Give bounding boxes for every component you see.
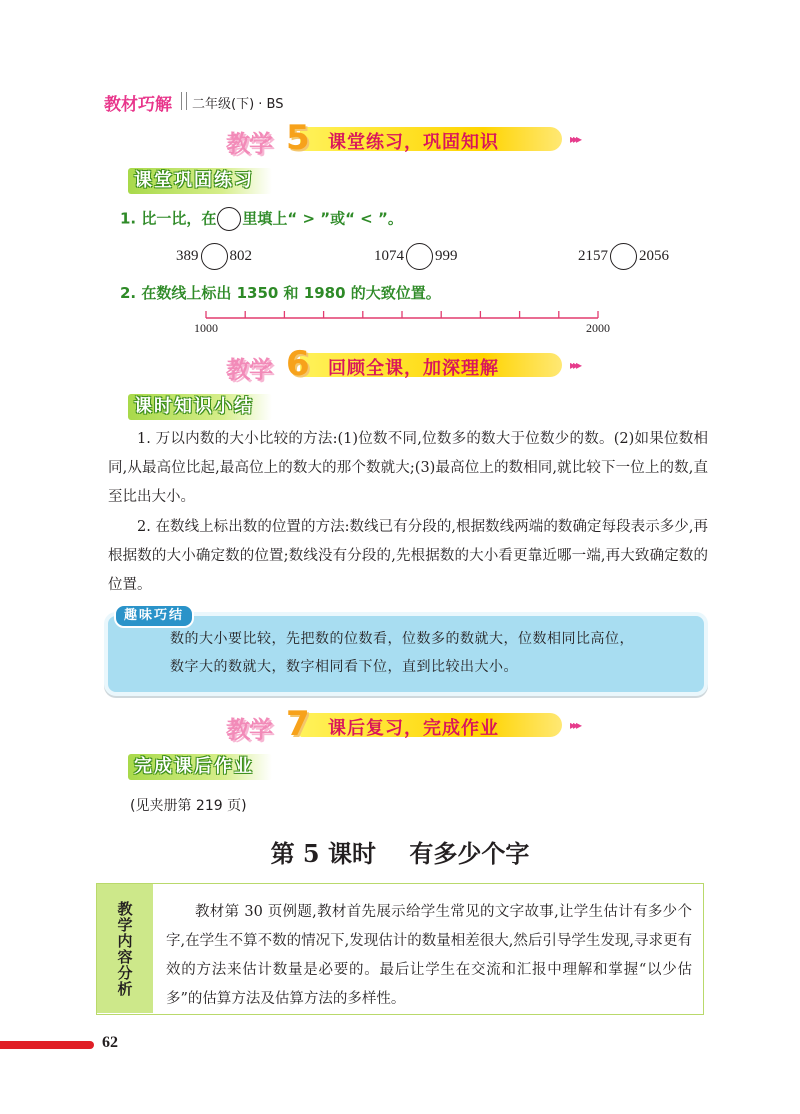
- step-label: 教学: [226, 356, 272, 384]
- exercise-1-prompt: [120, 207, 403, 231]
- analysis-label-cell: [97, 884, 153, 1013]
- step-number: 6: [286, 344, 310, 384]
- section-practice-label: 课堂巩固练习: [128, 168, 272, 194]
- number-line: [194, 304, 610, 338]
- tip-line-2: 数字大的数就大，数字相同看下位，直到比较出大小。: [170, 659, 518, 675]
- answer-circle[interactable]: [406, 243, 433, 270]
- compare-item-2: [374, 243, 458, 270]
- step-6-banner: [224, 346, 590, 382]
- book-brand: 教材巧解: [104, 95, 172, 115]
- compare-right: 802: [229, 248, 252, 264]
- analysis-text: 教材第 30 页例题,教材首先展示给学生常见的文字故事,让学生估计有多少个字,在学生不算不数的情况下,发现估计的数量相差很大,然后引导学生发现,寻求更有效的方法来估计数量是必要的。最后让学生在交流和汇报中理解和掌握“以少估多”的估算方法及估算方法的多样性。: [166, 904, 692, 1007]
- step-label: 教学: [226, 130, 272, 158]
- compare-left: 389: [176, 248, 199, 264]
- step-number: 7: [286, 704, 310, 744]
- homework-reference: (见夹册第 219 页): [130, 798, 247, 814]
- analysis-label: 教学内容分析: [115, 900, 134, 997]
- step-number: 5: [286, 118, 310, 158]
- blank-circle-icon: [217, 207, 241, 231]
- exercise-1-suffix: 里填上“ > ”或“ < ”。: [242, 209, 403, 228]
- tip-line-1: 数的大小要比较，先把数的位数看，位数多的数就大，位数相同比高位，: [170, 631, 634, 647]
- step-title: 回顾全课，加深理解: [328, 358, 499, 379]
- step-title: 课后复习，完成作业: [328, 718, 499, 739]
- summary-paragraph-2: 2. 在数线上标出数的位置的方法:数线已有分段的,根据数线两端的数确定每段表示多少,再根据数的大小确定数的位置;数线没有分段的,先根据数的大小看更靠近哪一端,再大致确定数的位置。: [108, 519, 708, 593]
- lesson-title: 第 5 课时 有多少个字: [270, 839, 530, 868]
- tip-box: [104, 612, 708, 696]
- step-7-banner: [224, 706, 590, 742]
- section-homework-label: 完成课后作业: [128, 754, 272, 780]
- answer-circle[interactable]: [610, 243, 637, 270]
- tip-badge: 趣味巧结: [114, 604, 194, 628]
- arrows-icon: ▸▸▸: [570, 132, 580, 146]
- step-5-banner: [224, 120, 590, 156]
- summary-paragraph-1: 1. 万以内数的大小比较的方法:(1)位数不同,位数多的数大于位数少的数。(2)如果位数相同,从最高位比起,最高位上的数大的那个数就大;(3)最高位上的数相同,就比较下一位上的数,直至比出大小。: [108, 431, 708, 505]
- step-title: 课堂练习，巩固知识: [328, 132, 499, 153]
- arrows-icon: ▸▸▸: [570, 358, 580, 372]
- header-separator: [181, 92, 187, 110]
- compare-left: 1074: [374, 248, 404, 264]
- exercise-2-prompt: 2. 在数线上标出 1350 和 1980 的大致位置。: [120, 284, 441, 302]
- compare-item-1: [176, 243, 252, 270]
- book-grade: 二年级(下) · BS: [192, 97, 284, 112]
- number-line-end-label: 2000: [586, 321, 610, 335]
- footer-bar: [0, 1041, 94, 1049]
- number-line-ticks: [206, 311, 598, 318]
- compare-right: 2056: [639, 248, 669, 264]
- section-summary-label: 课时知识小结: [128, 394, 272, 420]
- exercise-1-prefix: 1. 比一比，在: [120, 209, 217, 228]
- answer-circle[interactable]: [201, 243, 228, 270]
- number-line-start-label: 1000: [194, 321, 218, 335]
- compare-right: 999: [435, 248, 458, 264]
- compare-left: 2157: [578, 248, 608, 264]
- page-number: 62: [102, 1034, 118, 1051]
- step-label: 教学: [226, 716, 272, 744]
- arrows-icon: ▸▸▸: [570, 718, 580, 732]
- compare-item-3: [578, 243, 669, 270]
